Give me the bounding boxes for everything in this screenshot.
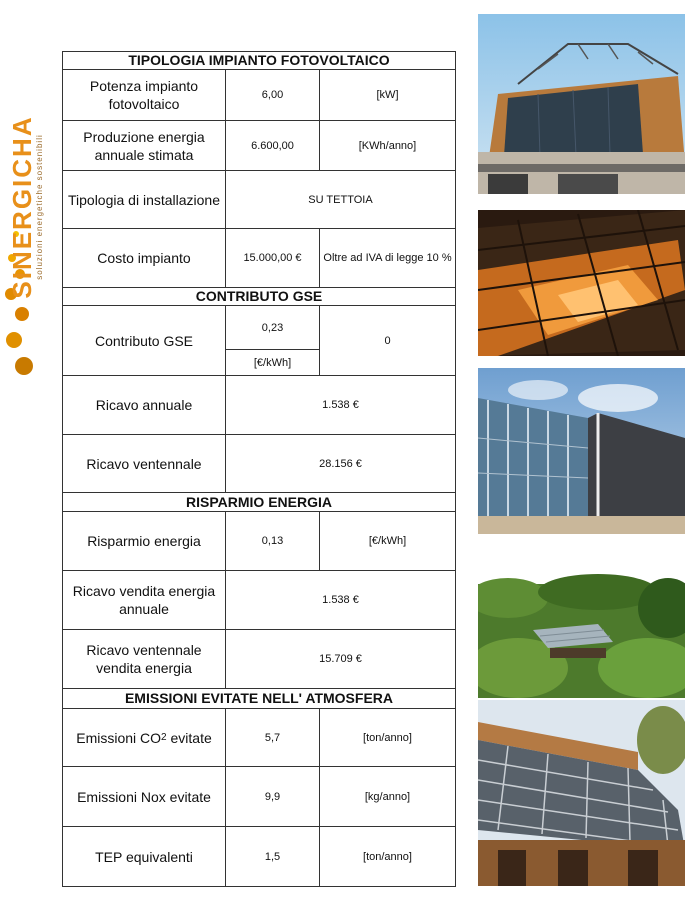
photo-house-solar-roof: [478, 700, 685, 886]
row-unit: [KWh/anno]: [358, 139, 417, 152]
section-header-impianto: TIPOLOGIA IMPIANTO FOTOVOLTAICO: [63, 52, 455, 70]
row-label: Costo impianto: [63, 229, 226, 287]
row-label: Emissioni Nox evitate: [63, 767, 226, 826]
section-header-emissioni: EMISSIONI EVITATE NELL' ATMOSFERA: [63, 689, 455, 709]
row-potenza: [63, 70, 455, 121]
row-unit: [€/kWh]: [226, 350, 320, 376]
row-nox: [63, 767, 455, 827]
row-note: Oltre ad IVA di legge 10 %: [323, 252, 452, 264]
row-label: Tipologia di installazione: [63, 171, 226, 228]
logo-text: [7, 67, 44, 347]
row-ricavo-ventennale: [63, 435, 455, 493]
row-tep: [63, 827, 455, 886]
co2-label-sub: 2: [161, 731, 167, 743]
row-produzione: [63, 121, 455, 171]
row-label: Ricavo ventennale: [63, 435, 226, 492]
data-table: [62, 51, 456, 887]
row-vendita-ventennale: [63, 630, 455, 689]
row-tipologia: [63, 171, 455, 229]
logo-brand: SINERGICHA: [7, 115, 37, 299]
row-unit: [kg/anno]: [364, 790, 411, 803]
co2-label-pre: Emissioni CO: [76, 729, 162, 746]
row-unit: [€/kWh]: [368, 535, 407, 547]
row-value: 0,23: [226, 306, 320, 350]
row-unit: [ton/anno]: [363, 731, 412, 744]
row-value: 5,7: [226, 709, 320, 766]
photo-glass-building: [478, 368, 685, 534]
photo-roof-forest: [478, 548, 685, 698]
row-vendita-annuale: [63, 571, 455, 630]
section-header-risparmio: RISPARMIO ENERGIA: [63, 493, 455, 512]
row-label: Contributo GSE: [63, 306, 226, 375]
row-value: 6.600,00: [226, 121, 320, 170]
row-value: 9,9: [226, 767, 320, 826]
row-value: 1,5: [226, 827, 320, 886]
row-risparmio: [63, 512, 455, 571]
row-label: Potenza impianto fotovoltaico: [63, 70, 226, 120]
row-label: Risparmio energia: [63, 512, 226, 570]
row-label: [63, 709, 226, 766]
row-label: Ricavo vendita energia annuale: [63, 571, 226, 629]
row-unit: [kW]: [376, 89, 399, 101]
row-value: 15.000,00 €: [226, 229, 320, 287]
row-label: Produzione energia annuale stimata: [63, 121, 226, 170]
row-value: 28.156 €: [319, 457, 362, 470]
photo-building-facade: [478, 14, 685, 194]
row-extra: 0: [384, 334, 391, 347]
logo-tagline: soluzioni energetiche sostenibili: [35, 134, 44, 280]
row-value: 0,13: [226, 512, 320, 570]
section-header-gse: CONTRIBUTO GSE: [63, 288, 455, 306]
row-value: 6,00: [226, 70, 320, 120]
row-value: 1.538 €: [322, 399, 359, 411]
photo-solar-panels-sunset: [478, 210, 685, 356]
row-value: 1.538 €: [322, 594, 359, 606]
row-label: TEP equivalenti: [63, 827, 226, 886]
row-label: Ricavo ventennale vendita energia: [63, 630, 226, 688]
row-value: SU TETTOIA: [308, 193, 373, 206]
row-contributo: [63, 306, 455, 376]
row-ricavo-annuale: [63, 376, 455, 435]
row-unit: [ton/anno]: [363, 850, 412, 863]
row-costo: [63, 229, 455, 288]
row-co2: [63, 709, 455, 767]
brand-logo: [2, 62, 50, 392]
co2-label-post: evitate: [166, 729, 212, 746]
row-label: Ricavo annuale: [63, 376, 226, 434]
row-value: 15.709 €: [319, 653, 362, 665]
